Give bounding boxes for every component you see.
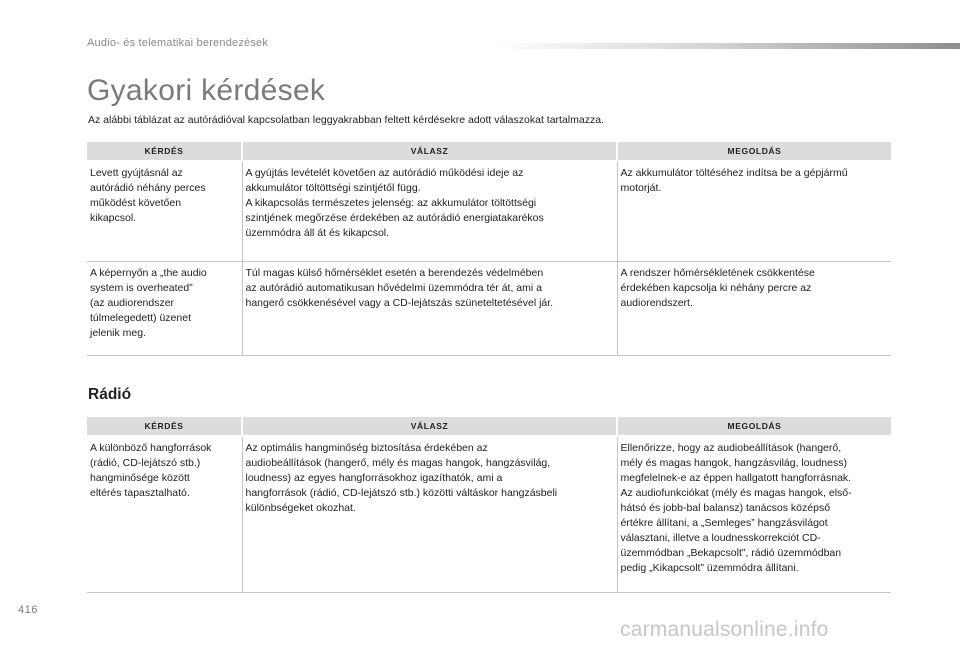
question-cell: Levett gyújtásnál az autórádió néhány perces működést követően kikapcsol.	[87, 161, 242, 262]
table-row	[87, 161, 891, 262]
answer-cell: Túl magas külső hőmérséklet esetén a berendezés védelmében az autórádió automatikusan hővédelmi üzemmódra tér át, ami a hangerő csökkenésével vagy a CD-lejátszás szüneteltetésével jár.	[242, 262, 617, 356]
faq-table	[87, 142, 891, 356]
radio-faq-table	[87, 417, 891, 593]
solution-cell: Ellenőrizze, hogy az audiobeállítások (hangerő, mély és magas hangok, hangzásvilág, loudness) megfelelnek-e az éppen hallgatott hangforrásnak. Az audiofunkciókat (mély és magas hangok, első- hátsó és jobb-bal balansz) tanácsos középső értékre állítani, a „Semleges” hangzásvilágot választani, illetve a loudnesskorrekciót CD- üzemmódban „Bekapcsolt”, rádió üzemmódban pedig „Kikapcsolt” üzemmódra állítani.	[617, 436, 891, 593]
column-header-question: KÉRDÉS	[87, 142, 242, 161]
faq-table-header-row	[87, 142, 891, 161]
question-cell: A képernyőn a „the audio system is overheated” (az audiorendszer túlmelegedett) üzenet jelenik meg.	[87, 262, 242, 356]
radio-table-header-row	[87, 417, 891, 436]
answer-cell: Az optimális hangminőség biztosítása érdekében az audiobeállítások (hangerő, mély és magas hangok, hangzásvilág, loudness) az egyes hangforrásokhoz igazíthatók, ami a hangforrások (rádió, CD-lejátszó stb.) közötti váltáskor hangzásbeli különbségeket okozhat.	[242, 436, 617, 593]
table-row	[87, 262, 891, 356]
solution-cell: A rendszer hőmérsékletének csökkentése érdekében kapcsolja ki néhány percre az audiorendszert.	[617, 262, 891, 356]
intro-text: Az alábbi táblázat az autórádióval kapcsolatban leggyakrabban feltett kérdésekre adott válaszokat tartalmazza.	[88, 114, 604, 126]
column-header-solution: MEGOLDÁS	[617, 417, 891, 436]
page-number: 416	[18, 604, 38, 616]
column-header-question: KÉRDÉS	[87, 417, 242, 436]
column-header-answer: VÁLASZ	[242, 417, 617, 436]
column-header-solution: MEGOLDÁS	[617, 142, 891, 161]
answer-cell: A gyújtás levételét követően az autórádió működési ideje az akkumulátor töltöttségi szintjétől függ. A kikapcsolás természetes jelenség: az akkumulátor töltöttségi szintjének megőrzése érdekében az autórádió energiatakarékos üzemmódra áll át és kikapcsol.	[242, 161, 617, 262]
solution-cell: Az akkumulátor töltéséhez indítsa be a gépjármű motorját.	[617, 161, 891, 262]
header-divider-bar	[490, 43, 960, 49]
header-section-label: Audio- és telematikai berendezések	[87, 37, 269, 49]
column-header-answer: VÁLASZ	[242, 142, 617, 161]
question-cell: A különböző hangforrások (rádió, CD-lejátszó stb.) hangminősége között eltérés tapasztalható.	[87, 436, 242, 593]
watermark-text: carmanualsonline.info	[620, 618, 829, 641]
section-title-radio: Rádió	[88, 386, 132, 403]
table-row	[87, 436, 891, 593]
page-title: Gyakori kérdések	[87, 74, 326, 107]
